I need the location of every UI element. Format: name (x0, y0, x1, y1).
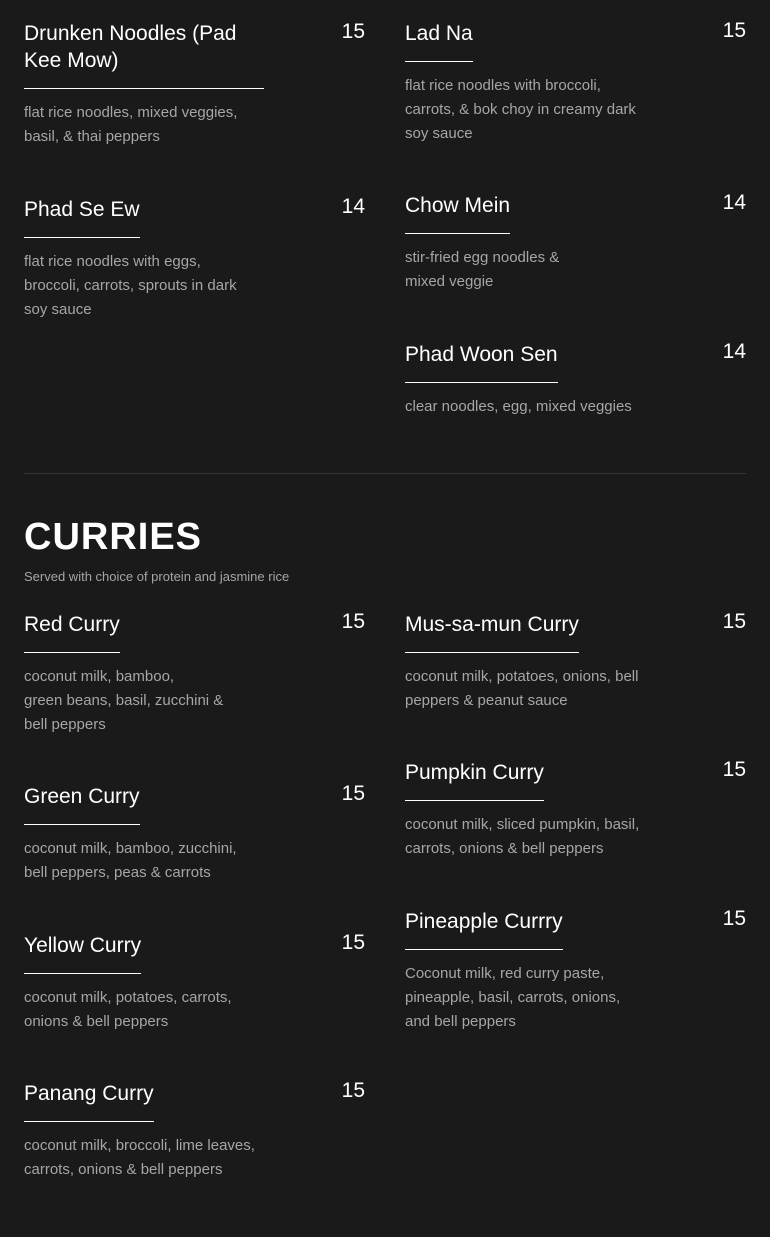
item-name: Yellow Curry (24, 932, 141, 974)
item-price: 15 (722, 758, 746, 781)
menu-item-panang-curry (24, 1080, 365, 1182)
menu-item-mus-sa-mun-curry (405, 611, 746, 713)
item-description: clear noodles, egg, mixed veggies (405, 398, 632, 415)
item-price: 15 (722, 610, 746, 633)
item-price: 15 (341, 610, 365, 633)
menu-item-pineapple-curry (405, 908, 746, 1034)
section-title-curries: CURRIES (24, 516, 203, 558)
item-description: coconut milk, sliced pumpkin, basil, carrots, onions & bell peppers (405, 816, 640, 857)
menu-item-lad-na (405, 20, 746, 146)
menu-item-green-curry (24, 783, 365, 885)
item-price: 14 (722, 191, 746, 214)
section-subtitle: Served with choice of protein and jasmine rice (24, 569, 290, 584)
item-price: 14 (341, 195, 365, 218)
item-price: 15 (722, 19, 746, 42)
section-divider (24, 473, 746, 474)
item-price: 15 (722, 907, 746, 930)
item-description: stir-fried egg noodles & mixed veggie (405, 249, 560, 290)
item-name: Panang Curry (24, 1080, 154, 1122)
item-name: Pineapple Currry (405, 908, 563, 950)
item-name: Green Curry (24, 783, 140, 825)
menu-item-phad-se-ew (24, 196, 365, 322)
item-name: Red Curry (24, 611, 120, 653)
menu-item-pumpkin-curry (405, 759, 746, 861)
menu-item-drunken-noodles (24, 20, 365, 149)
item-name: Lad Na (405, 20, 473, 62)
item-price: 15 (341, 931, 365, 954)
menu-item-chow-mein (405, 192, 746, 294)
item-name: Drunken Noodles (Pad Kee Mow) (24, 20, 264, 89)
item-price: 15 (341, 20, 365, 43)
item-description: flat rice noodles, mixed veggies, basil, & thai peppers (24, 104, 238, 145)
item-description: coconut milk, potatoes, carrots, onions & bell peppers (24, 989, 232, 1030)
item-name: Mus-sa-mun Curry (405, 611, 579, 653)
menu-item-red-curry (24, 611, 365, 737)
item-name: Pumpkin Curry (405, 759, 544, 801)
item-name: Phad Se Ew (24, 196, 140, 238)
item-price: 15 (341, 782, 365, 805)
item-description: coconut milk, broccoli, lime leaves, carrots, onions & bell peppers (24, 1137, 255, 1178)
menu-item-phad-woon-sen (405, 341, 746, 419)
item-name: Phad Woon Sen (405, 341, 558, 383)
item-price: 14 (722, 340, 746, 363)
item-name: Chow Mein (405, 192, 510, 234)
item-description: coconut milk, bamboo, green beans, basil, zucchini & bell peppers (24, 668, 224, 733)
item-description: coconut milk, bamboo, zucchini, bell peppers, peas & carrots (24, 840, 237, 881)
menu-item-yellow-curry (24, 932, 365, 1034)
item-description: Coconut milk, red curry paste, pineapple, basil, carrots, onions, and bell peppers (405, 965, 621, 1030)
item-description: flat rice noodles with broccoli, carrots, & bok choy in creamy dark soy sauce (405, 77, 636, 142)
item-price: 15 (341, 1079, 365, 1102)
item-description: coconut milk, potatoes, onions, bell peppers & peanut sauce (405, 668, 639, 709)
item-description: flat rice noodles with eggs, broccoli, carrots, sprouts in dark soy sauce (24, 253, 237, 318)
